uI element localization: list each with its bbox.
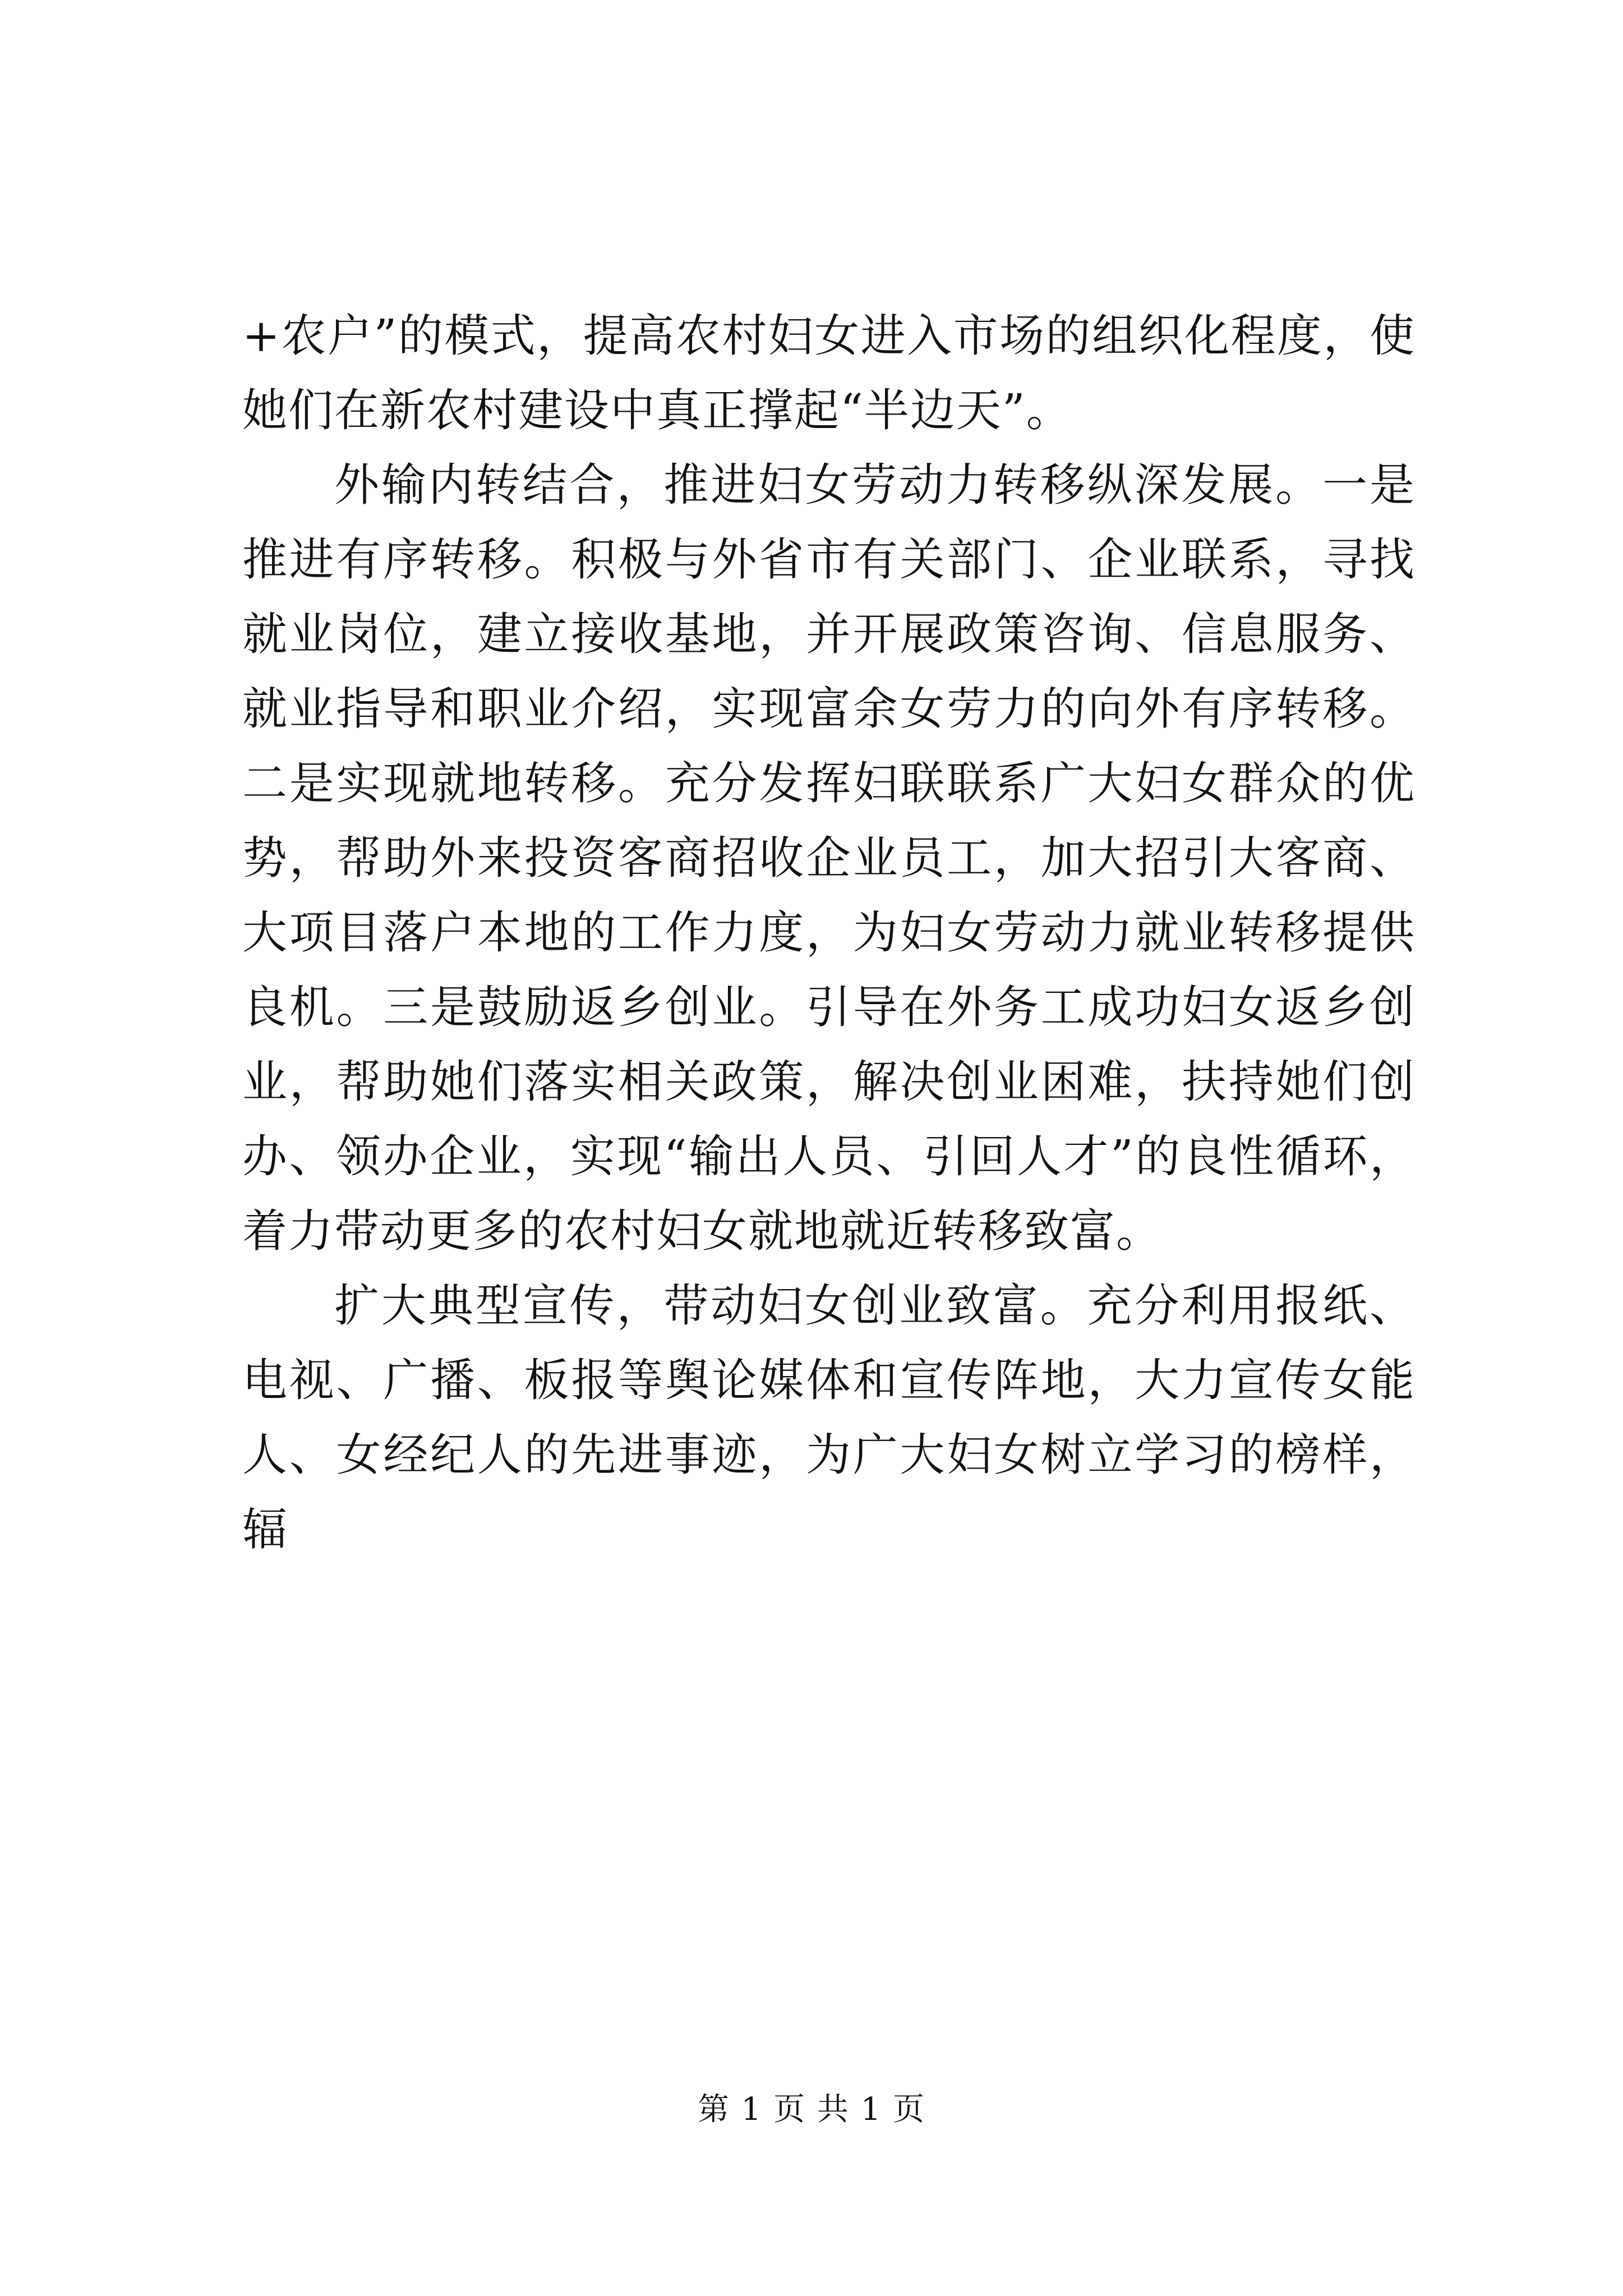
page-number-footer: 第 1 页 共 1 页 [697, 2091, 926, 2128]
document-body [242, 298, 1415, 1567]
paragraph-labor-transfer: 外输内转结合，推进妇女劳动力转移纵深发展。一是推进有序转移。积极与外省市有关部门、企业联系，寻找就业岗位，建立接收基地，并开展政策咨询、信息服务、就业指导和职业介绍，实现富余女劳力的向外有序转移。二是实现就地转移。充分发挥妇联联系广大妇女群众的优势，帮助外来投资客商招收企业员工，加大招引大客商、大项目落户本地的工作力度，为妇女劳动力就业转移提供良机。三是鼓励返乡创业。引导在外务工成功妇女返乡创业，帮助她们落实相关政策，解决创业困难，扶持她们创办、领办企业，实现“输出人员、引回人才”的良性循环，着力带动更多的农村妇女就地就近转移致富。 [242, 459, 1415, 1257]
paragraph-continuation: +农户”的模式，提高农村妇女进入市场的组织化程度，使她们在新农村建设中真正撑起“半边天”。 [242, 310, 1415, 436]
paragraph-publicity: 扩大典型宣传，带动妇女创业致富。充分利用报纸、电视、广播、板报等舆论媒体和宣传阵地，大力宣传女能人、女经纪人的先进事迹，为广大妇女树立学习的榜样，辐 [242, 1280, 1415, 1556]
